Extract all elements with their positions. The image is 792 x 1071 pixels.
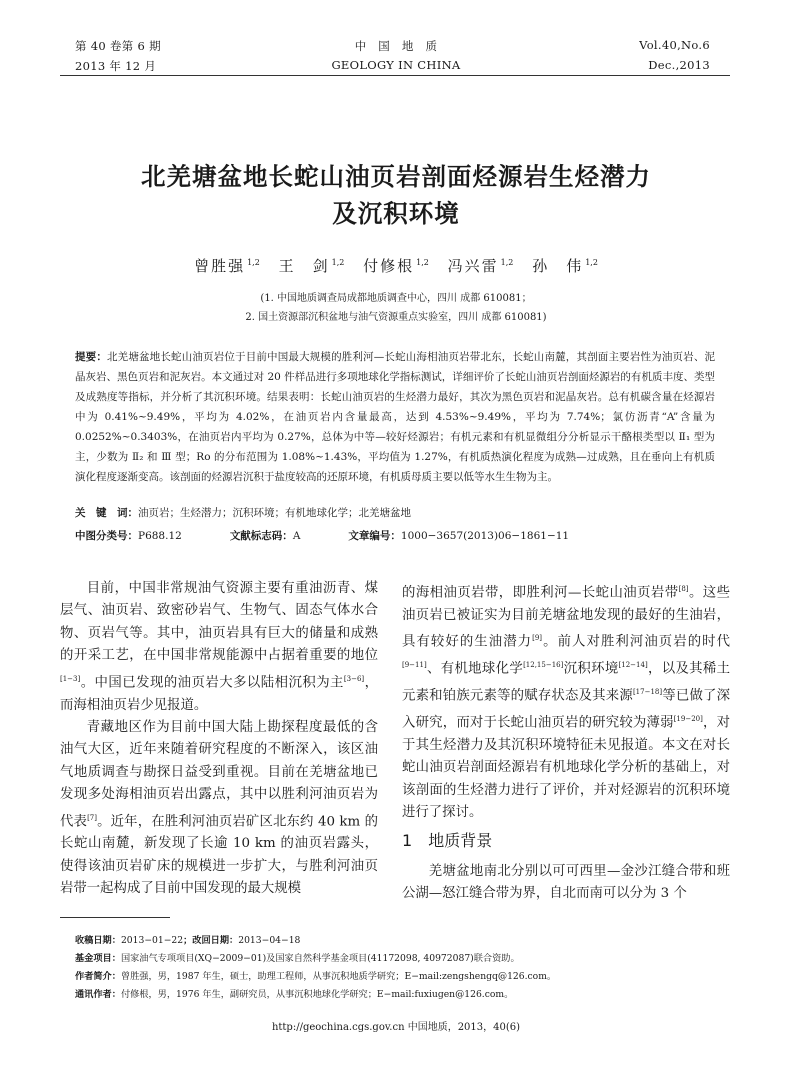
header-date-cn: 2013 年 12 月	[75, 59, 157, 73]
author: 冯兴雷 $^{1,2}$	[447, 257, 514, 275]
header-rule	[60, 75, 730, 76]
paragraph: 的海相油页岩带，即胜利河—长蛇山油页岩带[8]。这些油页岩已被证实为目前羌塘盆地发现的最好的生油岩，具有较好的生油潜力[9]。前人对胜利河油页岩的时代[9−11]、有机地球化学[12,15−16]沉积环境[12−14]，以及其稀土元素和铂族元素等的赋存状态及其来源[17−18]等已做了深入研究，而对于长蛇山油页岩的研究较为薄弱[19−20]，对于其生烃潜力及其沉积环境特征未见报道。本文在对长蛇山油页岩剖面烃源岩有机地球化学分析的基础上，对该剖面的生烃潜力进行了评价，并对烃源岩的沉积环境进行了探讨。	[402, 585, 731, 820]
footnote-dates: 收稿日期：2013−01−22；改回日期：2013−04−18	[75, 935, 301, 946]
paragraph: 目前，中国非常规油气资源主要有重油沥青、煤层气、油页岩、致密砂岩气、生物气、固态气体水合物、页岩气等。其中，油页岩具有巨大的储量和成熟的开采工艺，在中国非常规能源中占据着重要的地位[1−3]。中国已发现的油页岩大多以陆相沉积为主[3−6]，而海相油页岩少见报道。	[60, 581, 379, 713]
paragraph: 青藏地区作为目前中国大陆上勘探程度最低的含油气大区，近年来随着研究程度的不断深入，该区油气地质调查与勘探日益受到重视。目前在羌塘盆地已发现多处海相油页岩出露点，其中以胜利河油页岩为代表[7]。近年，在胜利河油页岩矿区北东约 40 km 的长蛇山南麓，新发现了长逾 10 km 的油页岩露头，使得该油页岩矿床的规模进一步扩大，与胜利河油页岩带一起构成了目前中国发现的最大规模	[60, 719, 378, 897]
body-right-column	[402, 578, 730, 906]
page-footer: http://geochina.cgs.gov.cn 中国地质，2013，40(6)	[271, 1022, 521, 1033]
doc-code-label: 文献标志码：	[229, 530, 293, 542]
paper-title-line1: 北羌塘盆地长蛇山油页岩剖面烃源岩生烃潜力	[141, 162, 651, 191]
abstract	[75, 347, 715, 487]
author: 孙 伟 $^{1,2}$	[532, 257, 598, 275]
header-volume-en: Vol.40,No.6	[639, 38, 710, 52]
header-date-en: Dec.,2013	[648, 58, 710, 72]
footnote-fund: 基金项目：国家油气专项项目(XQ−2009−01)及国家自然科学基金项目(41172098, 40972087)联合资助。	[75, 953, 520, 964]
paragraph: 羌塘盆地南北分别以可可西里—金沙江缝合带和班公湖—怒江缝合带为界，自北而南可以分为 3 个	[402, 863, 730, 902]
abstract-text: 北羌塘盆地长蛇山油页岩位于目前中国最大规模的胜利河—长蛇山海相油页岩带北东，长蛇山南麓，其剖面主要岩性为油页岩、泥晶灰岩、黑色页岩和泥灰岩。本文通过对 20 件样品进行多项地球化学指标测试，详细评价了长蛇山油页岩剖面烃源岩的有机质丰度、类型及成熟度等指标，并分析了其沉积环境。结果表明：长蛇山油页岩的生烃潜力最好，其次为黑色页岩和泥晶灰岩。总有机碳含量在烃源岩中为 0.41%~9.49%，平均为 4.02%，在油页岩内含量最高，达到 4.53%~9.49%，平均为 7.74%；氯仿沥青“A”含量为 0.0252%~0.3403%，在油页岩内平均为 0.27%，总体为中等—较好烃源岩；有机元素和有机显微组分分析显示干酪根类型以 Ⅱ₁ 型为主，少数为 Ⅱ₂ 和 Ⅲ 型；Ro 的分布范围为 1.08%~1.43%，平均值为 1.27%，有机质热演化程度为成熟—过成熟，且在垂向上有机质演化程度逐渐变高。该剖面的烃源岩沉积于盐度较高的还原环境，有机质母质主要以低等水生生物为主。	[75, 351, 716, 483]
header-journal-cn: 中 国 地 质	[354, 39, 438, 53]
author: 王 剑 $^{1,2}$	[278, 257, 345, 275]
footnote-author: 作者简介：曾胜强，男，1987 年生，硕士，助理工程师，从事沉积地质学研究；E−mail:zengshengq@126.com。	[75, 971, 557, 982]
keywords-label: 关 键 词：	[75, 507, 138, 519]
keywords-text: 油页岩；生烃潜力；沉积环境；有机地球化学；北羌塘盆地	[138, 507, 411, 519]
header-journal-en: GEOLOGY IN CHINA	[331, 58, 461, 72]
author: 曾胜强 $^{1,2}$	[194, 257, 260, 275]
paper-title-line2: 及沉积环境	[332, 199, 460, 228]
clc-label: 中图分类号：	[75, 530, 138, 542]
author-list	[0, 255, 792, 276]
clc-value: P688.12	[138, 530, 182, 542]
article-no-value: 1000−3657(2013)06−1861−11	[400, 530, 570, 542]
affiliation-2: 2. 国土资源部沉积盆地与油气资源重点实验室，四川 成都 610081)	[245, 312, 547, 323]
affiliation-1: (1. 中国地质调查局成都地质调查中心，四川 成都 610081；	[260, 293, 532, 304]
classification-line	[75, 528, 569, 543]
doc-code-value: A	[292, 530, 301, 542]
section-heading: 1 地质背景	[402, 831, 493, 851]
header-volume-cn: 第 40 卷第 6 期	[75, 39, 161, 53]
keywords	[75, 505, 715, 520]
abstract-label: 提要：	[75, 351, 108, 363]
footnote-rule	[60, 917, 170, 918]
body-left-column	[60, 578, 378, 901]
author: 付修根 $^{1,2}$	[363, 257, 429, 275]
footnote-corresponding: 通讯作者：付修根，男，1976 年生，副研究员，从事沉积地球化学研究；E−mail:fuxiugen@126.com。	[75, 989, 514, 1000]
article-no-label: 文章编号：	[348, 530, 401, 542]
